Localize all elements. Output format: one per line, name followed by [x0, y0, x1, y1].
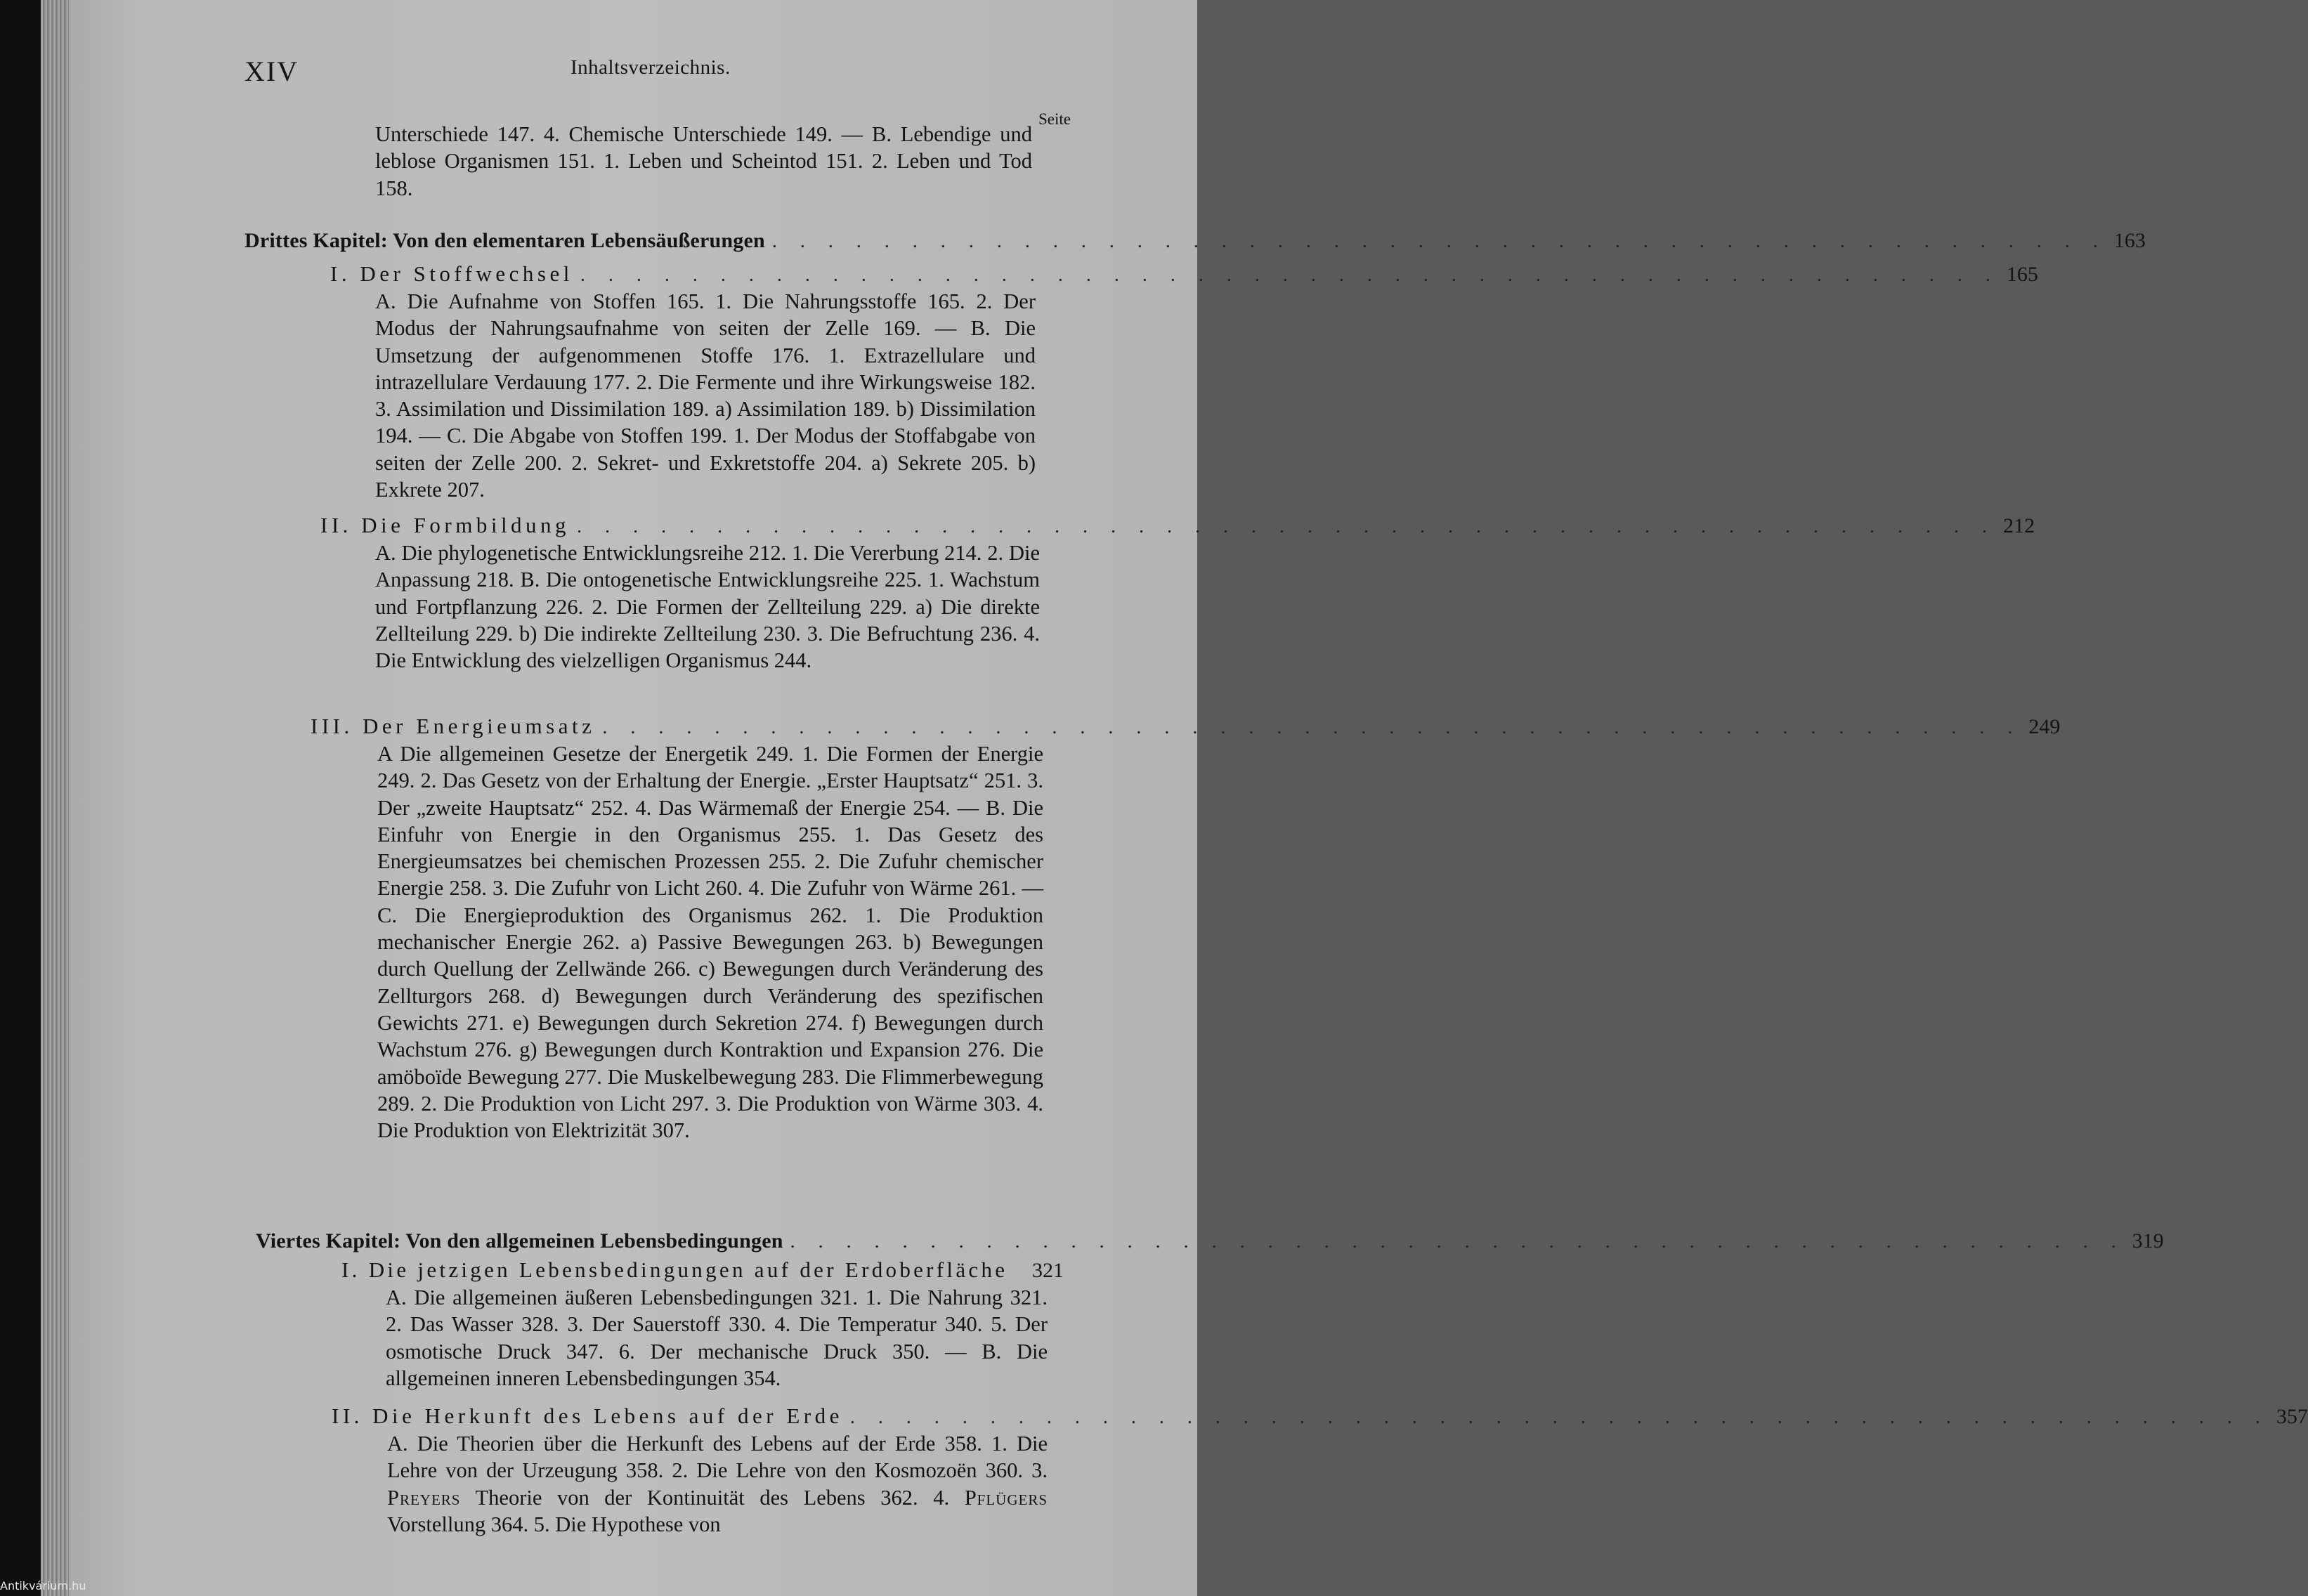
- section-3-3-contents: A Die allgemeinen Gesetze der Energetik 249. 1. Die Formen der Energie 249. 2. Das Gesetz von der Erhaltung der Energie. „Erster Hauptsatz“ 251. 3. Der „zweite Hauptsatz“ 252. 4. Das Wärmemaß der Energie 254. — B. Die Einfuhr von Energie in den Organismus 255. 1. Das Gesetz des Energieumsatzes bei chemischen Prozessen 255. 2. Die Zufuhr chemischer Energie 258. 3. Die Zufuhr von Licht 260. 4. Die Zufuhr von Wärme 261. — C. Die Energieproduktion des Organismus 262. 1. Die Produktion mechanischer Energie 262. a) Passive Bewegungen 263. b) Bewegungen durch Quellung der Zellwände 266. c) Bewegungen durch Veränderung des Zellturgors 268. d) Bewegungen durch Veränderung des spezifischen Gewichts 271. e) Bewegungen durch Sekretion 274. f) Bewegungen durch Wachstum 276. g) Bewegungen durch Kontraktion und Expansion 276. Die amöboïde Bewegung 277. Die Muskelbewegung 283. Die Flimmerbewegung 289. 2. Die Produktion von Licht 297. 3. Die Produktion von Wärme 303. 4. Die Produktion von Elektrizität 307.: [377, 742, 1043, 1143]
- chapter-4-page: 319: [2132, 1229, 2164, 1252]
- section-4-2-contents: [387, 1430, 1048, 1538]
- author-name-preyer: Preyers: [387, 1485, 461, 1510]
- section-title: I. Der Stoffwechsel: [330, 261, 573, 286]
- author-name-pflueger: Pflügers: [964, 1485, 1048, 1510]
- chapter-3-title: Drittes Kapitel: Von den elementaren Lebensäußerungen: [245, 229, 765, 252]
- chapter-3-page: 163: [2113, 229, 2146, 252]
- watermark: Antikvárium.hu: [0, 1579, 86, 1592]
- book-binding: [0, 0, 41, 1596]
- leader-dots: . . . . . . . . . . . . . . . . . . . . . . . . . . . . . . . . . . . . . . . . . . . . . . . . . . .: [602, 717, 2022, 738]
- text-part: Theorie von der Kontinuität des Lebens 362. 4.: [475, 1485, 950, 1510]
- text-part: A. Die Theorien über die Herkunft des Lebens auf der Erde 358. 1. Die Lehre von der Urzeugung 358. 2. Die Lehre von den Kosmozoën 360. 3.: [387, 1432, 1048, 1483]
- seite-label: Seite: [1038, 110, 1071, 128]
- section-3-2-contents: A. Die phylogenetische Entwicklungsreihe 212. 1. Die Vererbung 214. 2. Die Anpassung 218. B. Die ontogenetische Entwicklungsreihe 225. 1. Wachstum und Fortpflanzung 226. 2. Die Formen der Zellteilung 229. a) Die direkte Zellteilung 229. b) Die indirekte Zellteilung 230. 3. Die Befruchtung 236. 4. Die Entwicklung des vielzelligen Organismus 244.: [375, 541, 1040, 673]
- section-3-1-entry[interactable]: [330, 261, 2038, 287]
- section-title: III. Der Energieumsatz: [311, 714, 596, 738]
- section-page: 249: [2028, 715, 2061, 738]
- continued-paragraph: Unterschiede 147. 4. Chemische Unterschiede 149. — B. Lebendige und leblose Organismen 151. 1. Leben und Scheintod 151. 2. Leben und Tod 158.: [375, 122, 1032, 200]
- section-title: I. Die jetzigen Lebensbedingungen auf der Erdoberfläche: [341, 1257, 1008, 1282]
- chapter-4-entry[interactable]: [256, 1229, 2164, 1253]
- leader-dots: . . . . . . . . . . . . . . . . . . . . . . . . . . . . . . . . . . . . . . . . . . . . . . . .: [771, 230, 2107, 252]
- section-3-1-contents: A. Die Aufnahme von Stoffen 165. 1. Die Nahrungsstoffe 165. 2. Der Modus der Nahrungsaufnahme von seiten der Zelle 169. — B. Die Umsetzung der aufgenommenen Stoffe 176. 1. Extrazellulare und intrazellulare Verdauung 177. 2. Die Fermente und ihre Wirkungsweise 182. 3. Assimilation und Dissimilation 189. a) Assimilation 189. b) Dissimilation 194. — C. Die Abgabe von Stoffen 199. 1. Der Modus der Stoffabgabe von seiten der Zelle 200. 2. Sekret- und Exkretstoffe 204. a) Sekrete 205. b) Exkrete 207.: [375, 289, 1036, 502]
- page-edges: [41, 0, 69, 1596]
- section-3-2-entry[interactable]: [320, 513, 2035, 538]
- section-page: 212: [2003, 514, 2035, 537]
- chapter-3-entry[interactable]: [245, 229, 2146, 253]
- leader-dots: . . . . . . . . . . . . . . . . . . . . . . . . . . . . . . . . . . . . . . . . . . . . . . . . . . .: [580, 264, 2000, 286]
- page-number: XIV: [245, 55, 299, 87]
- section-page: 165: [2006, 263, 2038, 286]
- chapter-4-title: Viertes Kapitel: Von den allgemeinen Lebensbedingungen: [256, 1229, 783, 1252]
- section-page: 357: [2276, 1405, 2308, 1428]
- section-4-1-contents: A. Die allgemeinen äußeren Lebensbedingungen 321. 1. Die Nahrung 321. 2. Das Wasser 328. 3. Der Sauerstoff 330. 4. Die Temperatur 340. 5. Der osmotische Druck 347. 6. Der mechanische Druck 350. — B. Die allgemeinen inneren Lebensbedingungen 354.: [386, 1286, 1048, 1390]
- section-title: II. Die Herkunft des Lebens auf der Erde: [332, 1404, 843, 1428]
- section-title: II. Die Formbildung: [320, 513, 571, 537]
- running-title: Inhaltsverzeichnis.: [571, 56, 731, 79]
- section-page: 321: [1032, 1259, 1064, 1282]
- leader-dots: . . . . . . . . . . . . . . . . . . . . . . . . . . . . . . . . . . . . . . . . . . . . . . . . . . .: [577, 516, 1997, 537]
- section-3-3-entry[interactable]: [311, 714, 2061, 739]
- leader-dots: . . . . . . . . . . . . . . . . . . . . . . . . . . . . . . . . . . . . . . . . . . . . . . . .: [790, 1231, 2125, 1252]
- leader-dots: . . . . . . . . . . . . . . . . . . . . . . . . . . . . . . . . . . . . . . . . . . . . . . . . . . .: [849, 1406, 2269, 1428]
- text-part: Vorstellung 364. 5. Die Hypothese von: [387, 1512, 721, 1536]
- section-4-2-entry[interactable]: [332, 1404, 2308, 1429]
- section-4-1-entry[interactable]: [341, 1257, 1064, 1283]
